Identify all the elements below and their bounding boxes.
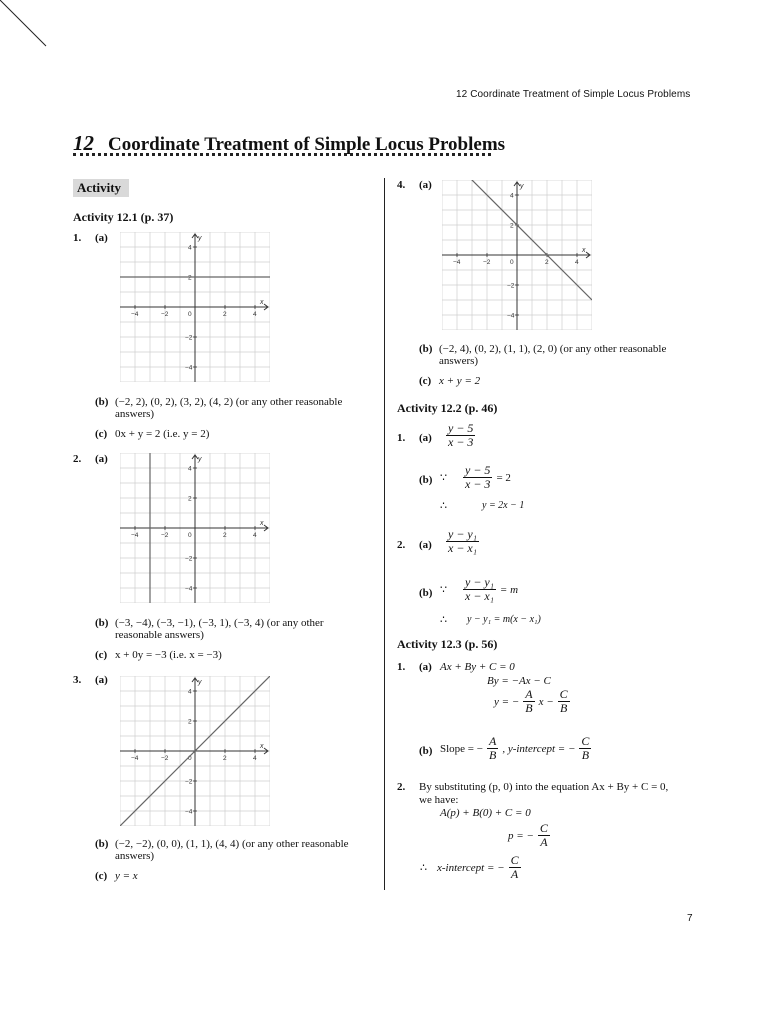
fraction-numerator: y − 5 [448,421,474,435]
origin-label: 0 [510,259,514,266]
act2-q2-number: 2. [397,539,406,551]
fraction-numerator: C [559,687,568,701]
act2-q1-b-equation [440,464,511,491]
q4-part-c: (c) [419,375,432,387]
q4-part-a: (a) [419,179,432,191]
q2-part-b: (b) [95,617,109,629]
q3-part-b: (b) [95,838,109,850]
act3-q1-part-b: (b) [419,745,433,757]
x-tick-label: −2 [161,532,169,539]
x-axis-label: x [582,247,586,254]
act3-q1-line2: By = −Ax − C [487,675,551,687]
y-tick-label: 4 [510,192,514,200]
y-tick-label: 4 [188,465,192,473]
fraction-denominator: x − 3 [448,435,474,449]
act2-q2-part-a: (a) [419,539,432,551]
x-tick-label: 4 [253,311,257,318]
equation-lhs: y = − [494,695,520,708]
act2-q1-number: 1. [397,432,406,444]
act3-q2-line3 [420,854,521,881]
fraction-numerator: y − y₁ [465,575,494,589]
title-dotted-rule [73,153,491,156]
fraction-denominator: x − x₁ [465,589,494,603]
graph-q4 [442,180,592,330]
x-tick-label: −4 [131,532,139,539]
q4-c-answer: x + y = 2 [439,375,481,387]
fraction-numerator: A [525,687,533,701]
y-tick-label: 2 [188,718,192,726]
q1-b-answer-line1: (−2, 2), (0, 2), (3, 2), (4, 2) (or any other reasonable [115,396,343,408]
q3-c-answer: y = x [115,870,138,882]
y-axis-label: y [198,235,202,242]
x-tick-label: 4 [575,259,579,266]
act3-q1-line3 [494,688,570,715]
y-tick-label: 4 [188,244,192,252]
q1-c-answer: 0x + y = 2 (i.e. y = 2) [115,428,210,440]
x-tick-label: 4 [253,532,257,539]
act2-q2-a-fraction [446,528,479,555]
y-tick-label: −4 [185,364,193,372]
fraction-denominator: B [488,748,497,762]
chapter-title-text: Coordinate Treatment of Simple Locus Problems [108,134,506,155]
q1-b-answer-line2: answers) [115,408,155,420]
act3-q1-part-a: (a) [419,661,432,673]
therefore-symbol: ∴ [440,614,447,626]
y-axis-label: y [198,456,202,463]
act3-q2-line2 [508,822,550,849]
origin-label: 0 [188,755,192,762]
x-tick-label: 2 [223,755,227,762]
origin-label: 0 [188,532,192,539]
column-divider [384,178,385,890]
q3-number: 3. [73,674,82,686]
slope-label: Slope = − [440,742,483,755]
x-axis-label: x [260,743,264,750]
because-symbol: ∵ [440,584,447,596]
q3-part-c: (c) [95,870,108,882]
running-head: 12 Coordinate Treatment of Simple Locus Problems [456,89,691,100]
activity-12-2-heading: Activity 12.2 (p. 46) [397,401,498,415]
act2-q2-result: y − y₁ = m(x − x₁) [467,614,541,625]
act3-q2-text-line2: we have: [419,794,459,806]
y-tick-label: −2 [185,778,193,786]
graph-q2 [120,453,270,603]
act3-q2-number: 2. [397,781,406,793]
act3-q1-line1: Ax + By + C = 0 [440,661,515,673]
origin-label: 0 [188,311,192,318]
act2-q1-part-a: (a) [419,432,432,444]
because-symbol: ∵ [440,472,447,484]
x-tick-label: 2 [223,532,227,539]
x-tick-label: −2 [483,259,491,266]
act2-q2-part-b: (b) [419,587,433,599]
equation-rhs: = 2 [496,471,511,484]
x-tick-label: −4 [131,755,139,762]
fraction-denominator: x − 3 [465,477,491,491]
act3-q2-text-line1: By substituting (p, 0) into the equation Ax + By + C = 0, [419,781,669,793]
act3-q1-number: 1. [397,661,406,673]
fraction-denominator: x − x₁ [448,541,477,555]
x-tick-label: −4 [453,259,461,266]
graph-q1 [120,232,270,382]
y-tick-label: −2 [185,555,193,563]
fraction-denominator: A [540,835,548,849]
activity-12-1-heading: Activity 12.1 (p. 37) [73,210,174,224]
y-tick-label: −4 [185,585,193,593]
x-axis-label: x [260,520,264,527]
x-tick-label: 2 [545,259,549,266]
q3-part-a: (a) [95,674,108,686]
act2-q1-a-fraction [446,422,475,449]
fraction-numerator: y − y₁ [448,527,477,541]
y-axis-label: y [520,183,524,190]
y-axis-label: y [198,679,202,686]
y-tick-label: 2 [188,495,192,503]
therefore-symbol: ∴ [420,862,427,874]
act3-q2-line1: A(p) + B(0) + C = 0 [440,807,531,819]
q4-part-b: (b) [419,343,433,355]
fraction-numerator: C [510,853,519,867]
q2-part-c: (c) [95,649,108,661]
q4-b-answer-line1: (−2, 4), (0, 2), (1, 1), (2, 0) (or any other reasonable [439,343,667,355]
fraction-numerator: C [581,734,590,748]
corner-crop-line [0,0,50,50]
x-tick-label: −2 [161,311,169,318]
fraction-numerator: y − 5 [465,463,491,477]
fraction-denominator: A [510,867,519,881]
q4-number: 4. [397,179,406,191]
y-intercept-label: , y-intercept = − [502,742,576,755]
q3-b-answer-line1: (−2, −2), (0, 0), (1, 1), (4, 4) (or any other reasonable [115,838,349,850]
act2-q1-result: y = 2x − 1 [482,500,525,511]
y-tick-label: −4 [507,312,515,320]
equation-lhs: p = − [508,829,534,842]
q1-number: 1. [73,232,82,244]
x-tick-label: 4 [253,755,257,762]
x-axis-label: x [260,299,264,306]
y-tick-label: −4 [185,808,193,816]
act2-q1-part-b: (b) [419,474,433,486]
act2-q2-b-equation [440,576,518,603]
page-number: 7 [687,913,693,924]
x-tick-label: −4 [131,311,139,318]
q3-b-answer-line2: answers) [115,850,155,862]
chapter-number: 12 [73,131,94,155]
q2-c-answer: x + 0y = −3 (i.e. x = −3) [115,649,222,661]
equation-lhs: x-intercept = − [437,861,505,874]
equation-rhs: = m [499,583,519,596]
y-tick-label: 4 [188,688,192,696]
act3-q1-b-line [440,735,591,762]
fraction-numerator: C [539,821,548,835]
y-tick-label: 2 [510,222,514,230]
q2-b-answer-line1: (−3, −4), (−3, −1), (−3, 1), (−3, 4) (or any other [115,617,324,629]
activity-12-3-heading: Activity 12.3 (p. 56) [397,637,498,651]
section-label: Activity [73,179,129,197]
q1-part-b: (b) [95,396,109,408]
fraction-denominator: B [581,748,590,762]
q2-number: 2. [73,453,82,465]
q1-part-a: (a) [95,232,108,244]
graph-q3 [120,676,270,826]
q2-part-a: (a) [95,453,108,465]
q1-part-c: (c) [95,428,108,440]
fraction-denominator: B [559,701,568,715]
q2-b-answer-line2: reasonable answers) [115,629,204,641]
fraction-numerator: A [488,734,497,748]
q4-b-answer-line2: answers) [439,355,479,367]
fraction-denominator: B [525,701,533,715]
y-tick-label: −2 [507,282,515,290]
y-tick-label: −2 [185,334,193,342]
x-tick-label: 2 [223,311,227,318]
y-tick-label: 2 [188,274,192,282]
therefore-symbol: ∴ [440,500,447,512]
x-tick-label: −2 [161,755,169,762]
equation-middle: x − [538,695,554,708]
